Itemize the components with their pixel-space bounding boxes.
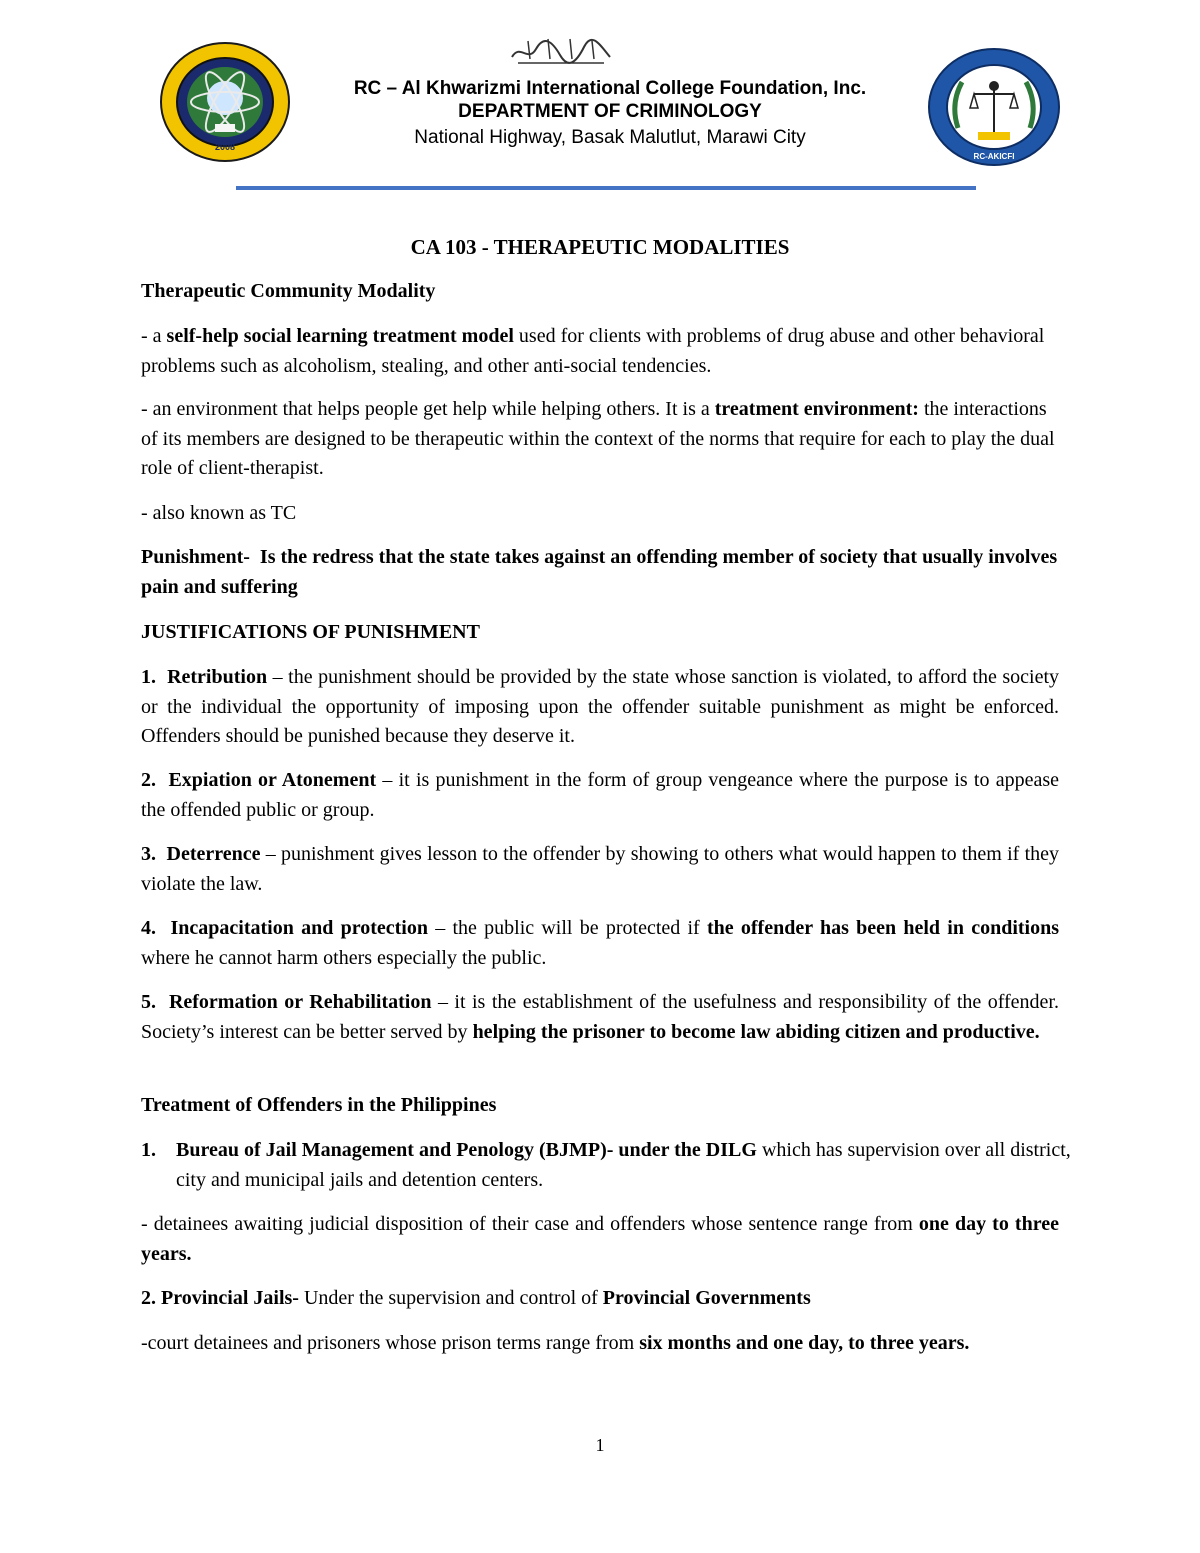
- justification-item: 4. Incapacitation and protection – the public will be protected if the offender has been held in conditions where he cannot harm others especially the public.: [141, 917, 1059, 969]
- header-divider-line: [236, 186, 976, 190]
- document-title: CA 103 - THERAPEUTIC MODALITIES: [410, 235, 790, 259]
- department-name: DEPARTMENT OF CRIMINOLOGY: [458, 101, 762, 122]
- tc-paragraph-3: - also known as TC: [141, 502, 297, 524]
- bismillah-calligraphy: [508, 33, 614, 69]
- punishment-definition: Punishment- Is the redress that the state takes against an offending member of society that usually involves pain and suffering: [141, 546, 1058, 598]
- tc-paragraph-2: - an environment that helps people get help while helping others. It is a treatment environment: the interactions of its members are designed to be therapeutic within the context of the norms that require for each to play the dual role of client-therapist.: [141, 398, 1055, 479]
- bjmp-detainees-note: - detainees awaiting judicial disposition of their case and offenders whose sentence range from one day to three years.: [141, 1213, 1059, 1265]
- provincial-detainees-note: -court detainees and prisoners whose prison terms range from six months and one day, to three years.: [141, 1332, 970, 1354]
- svg-text:2008: 2008: [214, 142, 236, 152]
- treatment-heading: Treatment of Offenders in the Philippines: [141, 1094, 497, 1116]
- tc-paragraph-1: - a self-help social learning treatment model used for clients with problems of drug abuse and other behavioral problems such as alcoholism, stealing, and other anti-social tendencies.: [141, 325, 1045, 377]
- page-number: 1: [595, 1435, 605, 1455]
- justification-item: 3. Deterrence – punishment gives lesson to the offender by showing to others what would happen to them if they violate the law.: [141, 843, 1060, 895]
- treatment-item-provincial-jails: 2. Provincial Jails- Under the supervision and control of Provincial Governments: [141, 1287, 811, 1309]
- svg-text:RC-AKICFI: RC-AKICFI: [973, 152, 1015, 161]
- college-seal-logo: [160, 42, 290, 162]
- tc-heading: Therapeutic Community Modality: [141, 280, 436, 302]
- justifications-heading: JUSTIFICATIONS OF PUNISHMENT: [141, 621, 480, 643]
- justification-item: 1. Retribution – the punishment should be provided by the state whose sanction is violated, to afford the society or the individual the opportunity of imposing upon the offender suitable punishment as might be enforced. Offenders should be punished because they deserve it.: [141, 666, 1060, 747]
- treatment-item-bjmp: 1. Bureau of Jail Management and Penology (BJMP)- under the DILG which has supervision over all district, city and municipal jails and detention centers.: [141, 1139, 1071, 1191]
- college-address: National Highway, Basak Malutlut, Marawi City: [414, 127, 806, 148]
- college-name: RC – Al Khwarizmi International College Foundation, Inc.: [353, 78, 867, 99]
- justification-item: 2. Expiation or Atonement – it is punishment in the form of group vengeance where the purpose is to appease the offended public or group.: [141, 769, 1060, 821]
- criminology-department-seal-logo: [928, 48, 1060, 166]
- justification-item: 5. Reformation or Rehabilitation – it is the establishment of the usefulness and responsibility of the offender. Society’s interest can be better served by helping the prisoner to become law abiding citizen and productive.: [141, 991, 1059, 1043]
